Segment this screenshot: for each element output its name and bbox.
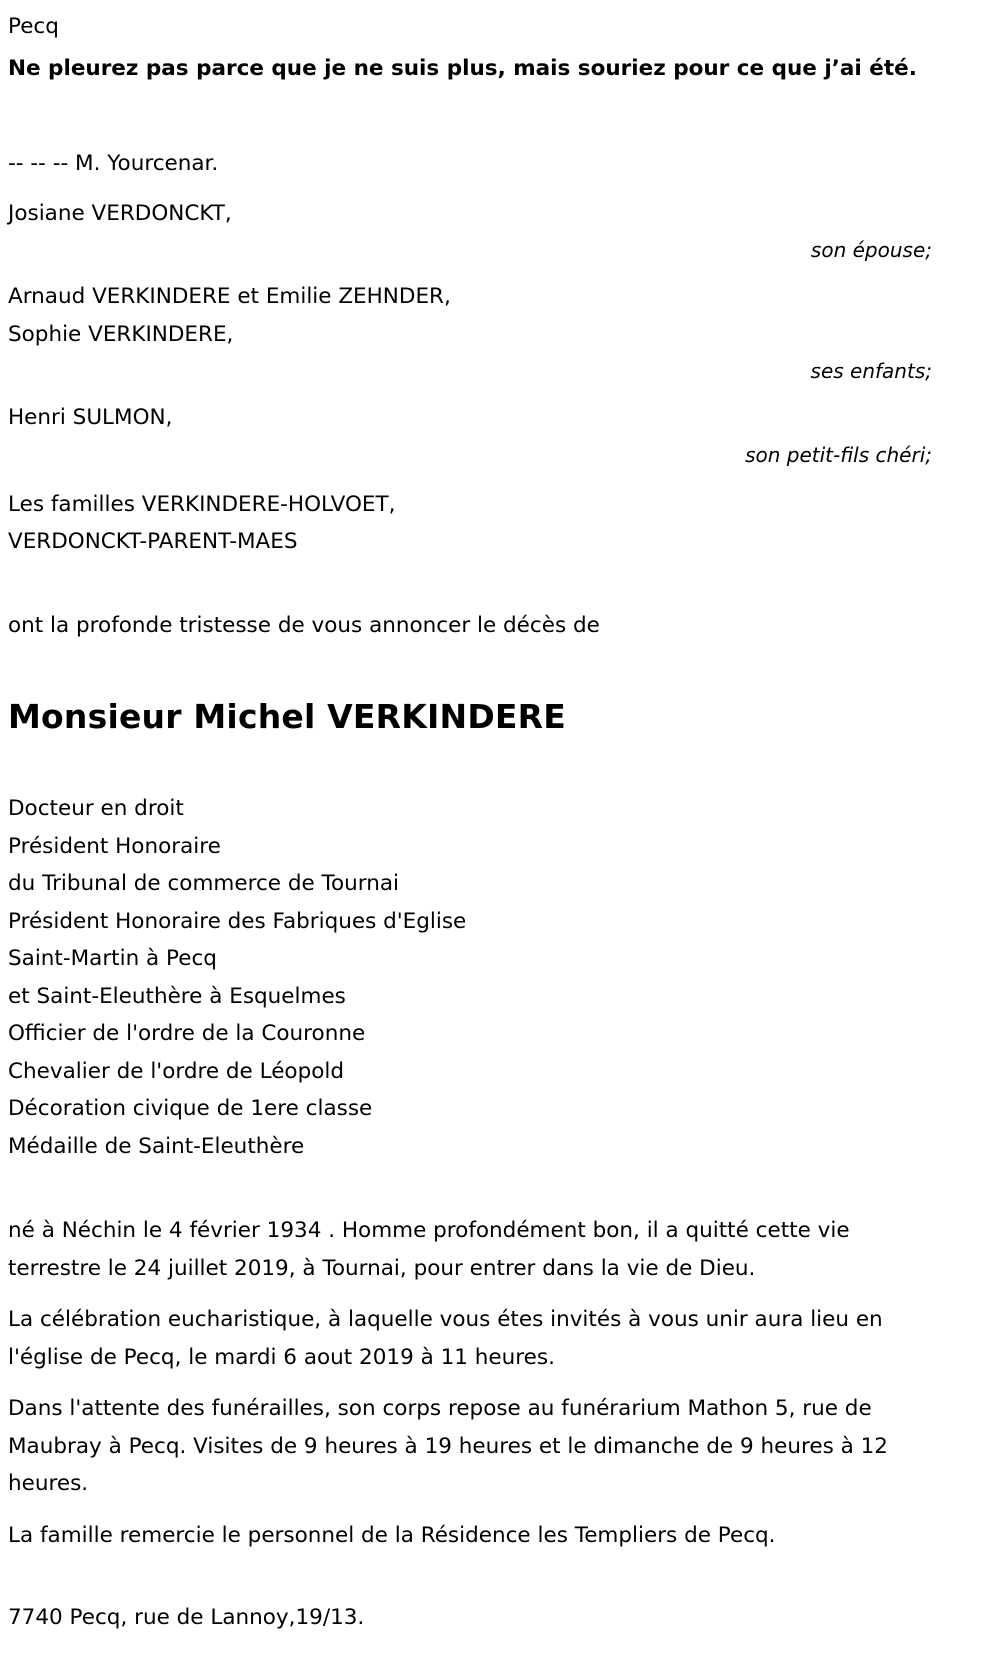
title-item: Officier de l'ordre de la Couronne: [8, 1021, 366, 1046]
biography-paragraph: né à Néchin le 4 février 1934 . Homme profondément bon, il a quitté cette vie terrestre le 24 juillet 2019, à Tournai, pour entrer dans la vie de Dieu.: [8, 1218, 857, 1281]
relative-group: [8, 399, 932, 474]
title-item: Médaille de Saint-Eleuthère: [8, 1133, 305, 1159]
relative-role: ses enfants;: [810, 359, 932, 383]
ceremony-paragraph: La célébration eucharistique, à laquelle vous étes invités à vous unir aura lieu en l'église de Pecq, le mardi 6 aout 2019 à 11 heures.: [8, 1307, 890, 1370]
family-line: Les familles VERKINDERE-HOLVOET,: [8, 491, 396, 517]
relative-name: Arnaud VERKINDERE et Emilie ZEHNDER,: [8, 284, 451, 309]
title-item: Président Honoraire: [8, 833, 221, 859]
deceased-name-heading: Monsieur Michel VERKINDERE: [8, 697, 567, 736]
thanks-paragraph: La famille remercie le personnel de la Résidence les Templiers de Pecq.: [8, 1522, 776, 1548]
relative-group: [8, 278, 932, 390]
family-address: 7740 Pecq, rue de Lannoy,19/13.: [8, 1605, 365, 1630]
funeral-home-paragraph: Dans l'attente des funérailles, son corps repose au funérarium Mathon 5, rue de Maubray à Pecq. Visites de 9 heures à 19 heures et le dimanche de 9 heures à 12 heures.: [8, 1396, 895, 1496]
spacer: [8, 390, 932, 399]
relative-name: Josiane VERDONCKT,: [8, 200, 232, 226]
memorial-quote: Ne pleurez pas parce que je ne suis plus, mais souriez pour ce que j’ai été.: [8, 56, 917, 81]
relative-name: Sophie VERKINDERE,: [8, 321, 234, 347]
title-item: du Tribunal de commerce de Tournai: [8, 871, 400, 896]
title-item: Docteur en droit: [8, 796, 184, 821]
relatives-section: [8, 195, 932, 561]
quote-attribution: -- -- -- M. Yourcenar.: [8, 151, 219, 176]
relative-role: son petit-fils chéri;: [745, 442, 932, 467]
announcement-lead-line: ont la profonde tristesse de vous annoncer le décès de: [8, 612, 600, 638]
relative-name: Henri SULMON,: [8, 405, 173, 430]
relative-group: [8, 195, 932, 270]
families-list: [8, 486, 932, 561]
relative-names: [8, 278, 932, 353]
family-line: VERDONCKT-PARENT-MAES: [8, 529, 298, 554]
relative-names: [8, 399, 932, 437]
title-item: et Saint-Eleuthère à Esquelmes: [8, 983, 346, 1009]
body-paragraphs: [8, 1212, 932, 1554]
relative-role: son épouse;: [810, 238, 932, 262]
title-item: Décoration civique de 1ere classe: [8, 1096, 373, 1121]
title-item: Saint-Martin à Pecq: [8, 946, 217, 971]
title-item: Chevalier de l'ordre de Léopold: [8, 1058, 345, 1084]
spacer: [8, 269, 932, 278]
title-item: Président Honoraire des Fabriques d'Eglise: [8, 908, 467, 934]
relative-names: [8, 195, 932, 233]
titles-and-honors-list: [8, 790, 932, 1165]
locality-label: Pecq: [8, 14, 59, 39]
